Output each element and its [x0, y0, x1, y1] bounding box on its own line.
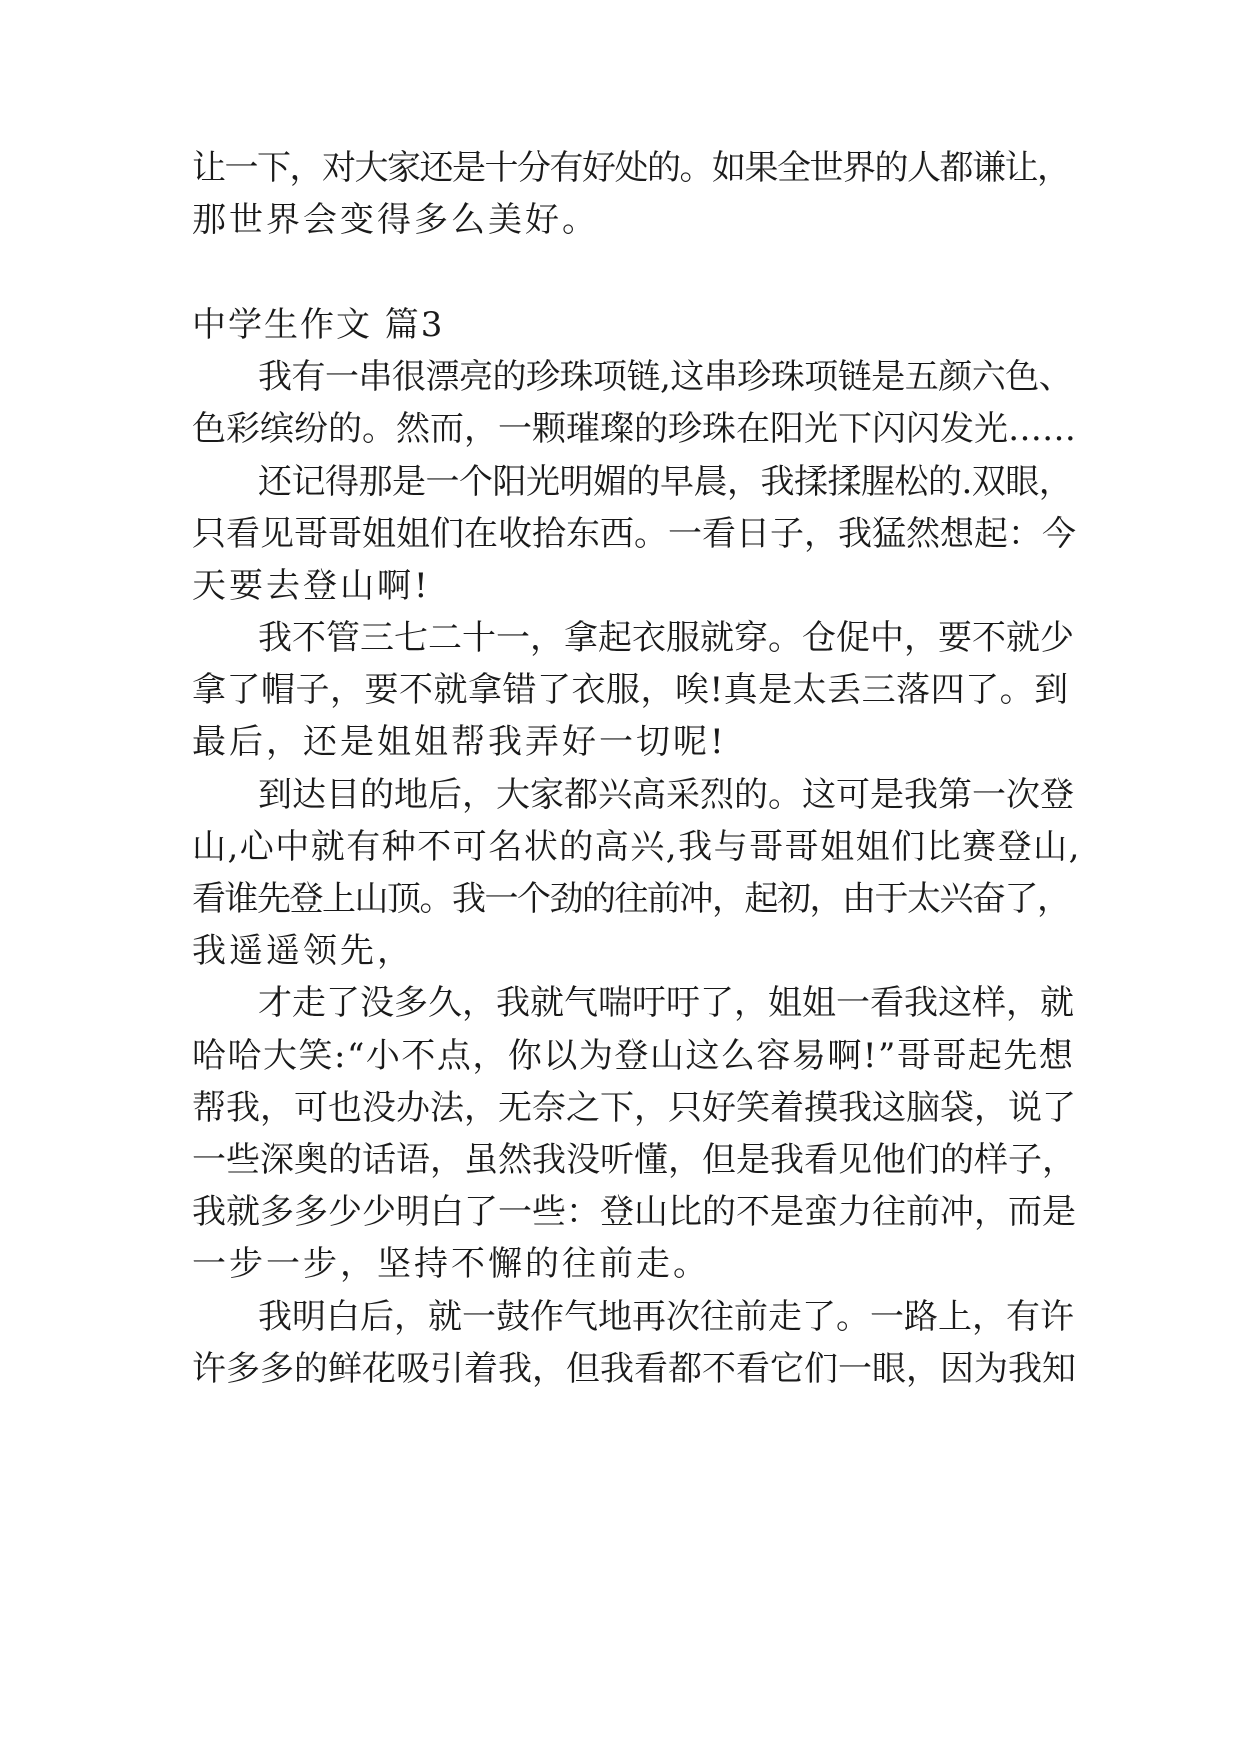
section-heading: 中学生作文 篇3 — [192, 305, 445, 345]
prev-section-line-2: 那世界会变得多么美好。 — [192, 200, 599, 240]
paragraph-4-line-4: 我遥遥领先， — [192, 931, 414, 971]
paragraph-5-line-3: 帮我，可也没办法，无奈之下，只好笑着摸我这脑袋，说了 — [192, 1088, 1076, 1128]
paragraph-1-line-2: 色彩缤纷的。然而，一颗璀璨的珍珠在阳光下闪闪发光…… — [192, 409, 1076, 449]
paragraph-6-line-2: 许多多的鲜花吸引着我，但我看都不看它们一眼，因为我知 — [192, 1349, 1076, 1389]
paragraph-1-line-1: 我有一串很漂亮的珍珠项链,这串珍珠项链是五颜六色、 — [258, 357, 1073, 397]
paragraph-3-line-2: 拿了帽子，要不就拿错了衣服，唉!真是太丢三落四了。到 — [192, 670, 1069, 710]
paragraph-3-line-1: 我不管三七二十一，拿起衣服就穿。仓促中，要不就少 — [258, 618, 1074, 658]
paragraph-3-line-3: 最后，还是姐姐帮我弄好一切呢! — [192, 722, 727, 762]
paragraph-5-line-1: 才走了没多久，我就气喘吁吁了，姐姐一看我这样，就 — [258, 983, 1074, 1023]
paragraph-5-line-5: 我就多多少少明白了一些：登山比的不是蛮力往前冲，而是 — [192, 1192, 1076, 1232]
prev-section-line-1: 让一下，对大家还是十分有好处的。如果全世界的人都谦让， — [192, 148, 1070, 188]
paragraph-6-line-1: 我明白后，就一鼓作气地再次往前走了。一路上，有许 — [258, 1297, 1074, 1337]
paragraph-4-line-2: 山,心中就有种不可名状的高兴,我与哥哥姐姐们比赛登山, — [192, 827, 1081, 867]
paragraph-5-line-4: 一些深奥的话语，虽然我没听懂，但是我看见他们的样子， — [192, 1140, 1076, 1180]
paragraph-5-line-2: 哈哈大笑:“小不点，你以为登山这么容易啊!”哥哥起先想 — [192, 1036, 1075, 1076]
paragraph-2-line-3: 天要去登山啊! — [192, 566, 431, 606]
paragraph-4-line-3: 看谁先登上山顶。我一个劲的往前冲，起初，由于太兴奋了， — [192, 879, 1070, 919]
paragraph-5-line-6: 一步一步，坚持不懈的往前走。 — [192, 1244, 710, 1284]
paragraph-2-line-1: 还记得那是一个阳光明媚的早晨，我揉揉腥松的.双眼， — [258, 462, 1073, 502]
paragraph-4-line-1: 到达目的地后，大家都兴高采烈的。这可是我第一次登 — [258, 775, 1074, 815]
paragraph-2-line-2: 只看见哥哥姐姐们在收拾东西。一看日子，我猛然想起：今 — [192, 514, 1076, 554]
